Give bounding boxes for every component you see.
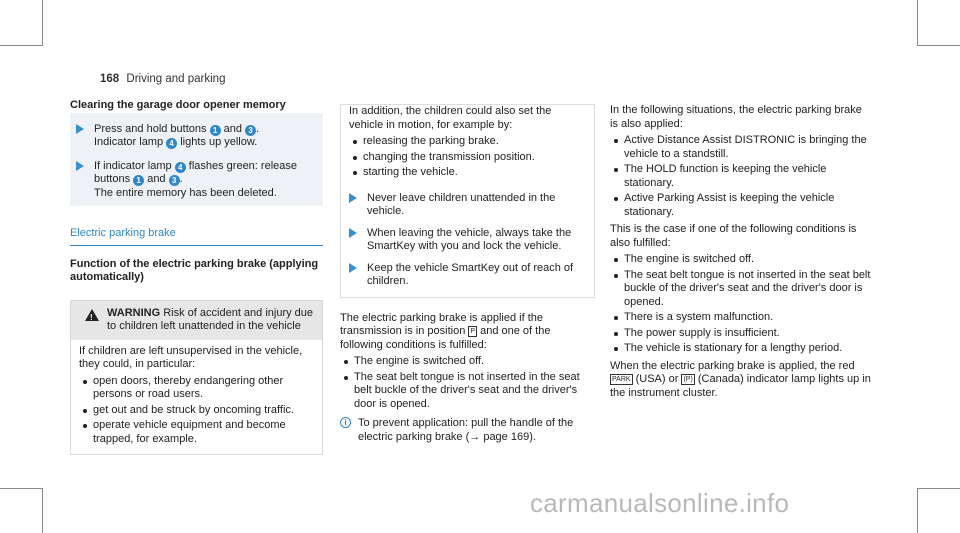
- paragraph: The electric parking brake is applied if the transmission is in position P and one of the following conditions is fulfilled:: [340, 311, 551, 351]
- warning-continuation-box: In addition, the children could also set the vehicle in motion, for example by: releasing the parking brake. changing the transmission position. starting the vehicle. Never leave children unattended in the vehicle. When leaving the vehicle, always take the SmartKey with you and lock the vehicle. Keep the vehicle SmartKey out of reach of children.: [340, 104, 595, 298]
- list-item: The vehicle is stationary for a lengthy period.: [610, 342, 872, 356]
- button-3-badge-icon: 3: [169, 175, 180, 186]
- instruction-step: If indicator lamp 4 flashes green: release buttons 1 and 3 . The entire memory has been deleted.: [76, 160, 317, 201]
- column-3: [610, 104, 872, 400]
- instruction-step: When leaving the vehicle, always take the SmartKey with you and lock the vehicle.: [349, 227, 586, 254]
- list-item: starting the vehicle.: [349, 166, 586, 180]
- steps-box: [70, 113, 323, 207]
- section-name: Driving and parking: [126, 73, 226, 85]
- info-icon: i: [340, 417, 351, 428]
- crop-mark: [917, 0, 918, 46]
- button-1-badge-icon: 1: [133, 175, 144, 186]
- park-lamp-canada-icon: (P): [683, 376, 693, 383]
- lamp-4-badge-icon: 4: [175, 162, 186, 173]
- crop-mark: [42, 0, 43, 46]
- note: i To prevent application: pull the handle of the electric parking brake (→ page 169).: [340, 417, 595, 444]
- list-item: The seat belt tongue is not inserted in the seat belt buckle of the driver's seat and the driver's door is opened.: [340, 371, 595, 412]
- list-item: open doors, thereby endangering other persons or road users.: [79, 375, 314, 402]
- crop-mark: [42, 488, 43, 533]
- list-item: The engine is switched off.: [340, 355, 595, 369]
- list-item: The HOLD function is keeping the vehicle stationary.: [610, 163, 872, 190]
- page-header: [100, 73, 225, 87]
- warning-bullets: [79, 375, 314, 447]
- park-p-symbol-icon: P: [470, 328, 476, 335]
- step-arrow-icon: [349, 193, 357, 203]
- sub-title: Function of the electric parking brake (applying automatically): [70, 257, 319, 283]
- step-arrow-icon: [76, 124, 84, 134]
- section-title: Electric parking brake: [70, 227, 323, 246]
- crop-mark: [917, 488, 918, 533]
- list-item: releasing the parking brake.: [349, 135, 586, 149]
- crop-mark: [917, 45, 960, 46]
- list-item: The seat belt tongue is not inserted in the seat belt buckle of the driver's seat and the driver's door is opened.: [610, 269, 872, 310]
- step-arrow-icon: [349, 228, 357, 238]
- column-1: [70, 99, 323, 455]
- list-item: Active Distance Assist DISTRONIC is bringing the vehicle to a standstill.: [610, 134, 872, 161]
- warning-text: Risk of accident and injury due to children left unattended in the vehicle: [107, 306, 314, 332]
- list-item: get out and be struck by oncoming traffic.: [79, 404, 314, 418]
- warning-header: [71, 301, 322, 340]
- warning-label: WARNING: [107, 306, 161, 319]
- step-arrow-icon: [349, 263, 357, 273]
- paragraph: This is the case if one of the following conditions is also fulfilled:: [610, 223, 857, 249]
- step-arrow-icon: [76, 161, 84, 171]
- crop-mark: [0, 45, 43, 46]
- button-1-badge-icon: 1: [210, 125, 221, 136]
- list-item: There is a system malfunction.: [610, 311, 872, 325]
- list-item: operate vehicle equipment and become trapped, for example.: [79, 419, 314, 446]
- instruction-step: Never leave children unattended in the vehicle.: [349, 192, 586, 219]
- crop-mark: [917, 488, 960, 489]
- warning-triangle-icon: [85, 309, 99, 321]
- park-lamp-usa-icon: PARK: [612, 376, 631, 383]
- page-number: 168: [100, 73, 120, 85]
- button-3-badge-icon: 3: [245, 125, 256, 136]
- lamp-4-badge-icon: 4: [166, 138, 177, 149]
- list-item: changing the transmission position.: [349, 151, 586, 165]
- list-item: Active Parking Assist is keeping the vehicle stationary.: [610, 192, 872, 219]
- warning-body: If children are left unsupervised in the vehicle, they could, in particular: open doors, thereby endangering other persons or road users. get out and be struck by oncoming traffic. operate vehicle equipment and become trapped, for example.: [71, 340, 322, 455]
- warning-box: [70, 300, 323, 456]
- instruction-step: Press and hold buttons 1 and 3 . Indicator lamp 4 lights up yellow.: [76, 123, 317, 150]
- instruction-step: Keep the vehicle SmartKey out of reach of children.: [349, 262, 586, 289]
- paragraph: In the following situations, the electric parking brake is also applied:: [610, 104, 862, 130]
- list-item: The engine is switched off.: [610, 253, 872, 267]
- list-item: The power supply is insufficient.: [610, 327, 872, 341]
- paragraph: When the electric parking brake is applied, the red PARK (USA) or (P) (Canada) indicator lamp lights up in the instrument cluster.: [610, 359, 871, 399]
- garage-heading: Clearing the garage door opener memory: [70, 99, 286, 111]
- crop-mark: [0, 488, 43, 489]
- watermark: carmanualsonline.info: [530, 488, 790, 518]
- column-2: [340, 104, 595, 444]
